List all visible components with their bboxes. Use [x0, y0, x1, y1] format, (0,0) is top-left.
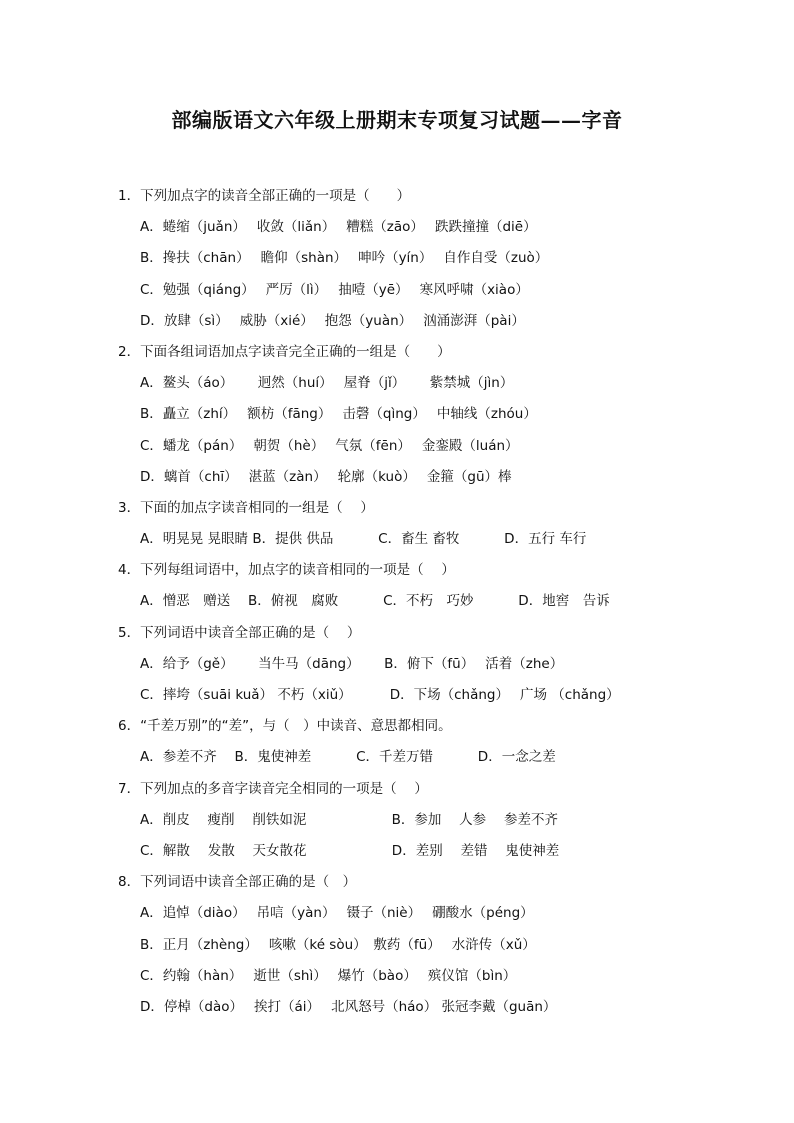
question-6: [118, 715, 758, 777]
question-1: [118, 185, 758, 341]
option-row: C．摔垮（suāi kuǎ） 不朽（xiǔ） D．下场（chǎng） 广场 （chǎng）: [140, 687, 620, 703]
option-row: A．追悼（diào） 吊唁（yàn） 镊子（niè） 硼酸水（péng）: [140, 905, 534, 922]
question-stem: 1．下列加点字的读音全部正确的一项是（ ）: [118, 188, 411, 204]
question-8: [118, 871, 758, 1027]
option-row: D．放肆（sì） 威胁（xié） 抱怨（yuàn） 汹涌澎湃（pài）: [140, 312, 525, 329]
option-row: A．明晃晃 晃眼睛 B．提供 供品 C．畜生 畜牧 D．五行 车行: [140, 531, 587, 548]
option-row: A．削皮 瘦削 削铁如泥 B．参加 人参 参差不齐: [140, 811, 558, 828]
question-list: [118, 185, 758, 1027]
option-row: B．搀扶（chān） 瞻仰（shàn） 呻吟（yín） 自作自受（zuò）: [140, 250, 549, 267]
option-row: A．憎恶 赠送 B．俯视 腐败 C．不朽 巧妙 D．地窖 告诉: [140, 593, 610, 610]
option-row: C．勉强（qiáng） 严厉（lì） 抽噎（yē） 寒风呼啸（xiào）: [140, 281, 529, 298]
option-row: C．蟠龙（pán） 朝贺（hè） 气氛（fēn） 金銮殿（luán）: [140, 437, 519, 454]
question-4: [118, 559, 758, 621]
question-stem: 2．下面各组词语加点字读音完全正确的一组是（ ）: [118, 343, 451, 360]
question-5: [118, 622, 758, 716]
option-row: D．停棹（dào） 挨打（ái） 北风怒号（háo） 张冠李戴（guān）: [140, 998, 557, 1015]
option-row: C．解散 发散 天女散花 D．差别 差错 鬼使神差: [140, 842, 560, 859]
question-stem: 8．下列词语中读音全部正确的是（ ）: [118, 874, 357, 891]
option-row: A．参差不齐 B．鬼使神差 C．千差万错 D．一念之差: [140, 749, 556, 766]
page-title: 部编版语文六年级上册期末专项复习试题——字音: [171, 108, 623, 132]
question-7: [118, 778, 758, 872]
question-3: [118, 497, 758, 559]
question-stem: 7．下列加点的多音字读音完全相同的一项是（ ）: [118, 780, 428, 797]
question-stem: 4．下列每组词语中，加点字的读音相同的一项是（ ）: [118, 562, 455, 579]
option-row: B．正月（zhèng） 咳嗽（ké sòu） 敷药（fū） 水浒传（xǔ）: [140, 936, 536, 953]
option-row: C．约翰（hàn） 逝世（shì） 爆竹（bào） 殡仪馆（bìn）: [140, 967, 517, 984]
option-row: A．给予（gě） 当牛马（dāng） B．俯下（fū） 活着（zhe）: [140, 655, 564, 672]
option-row: B．矗立（zhí） 额枋（fāng） 击磬（qìng） 中轴线（zhóu）: [140, 406, 537, 423]
option-row: D．螭首（chī） 湛蓝（zàn） 轮廓（kuò） 金箍（gū）棒: [140, 468, 512, 485]
question-2: [118, 341, 758, 497]
question-stem: 6．“千差万别”的“差”，与（ ）中读音、意思都相同。: [118, 718, 452, 735]
option-row: A．鳌头（áo） 迥然（huí） 屋脊（jǐ） 紫禁城（jìn）: [140, 375, 514, 392]
option-row: A．蜷缩（juǎn） 收敛（liǎn） 糟糕（zāo） 跌跌撞撞（diē）: [140, 219, 537, 236]
question-stem: 5．下列词语中读音全部正确的是（ ）: [118, 624, 361, 641]
question-stem: 3．下面的加点字读音相同的一组是（ ）: [118, 499, 374, 516]
